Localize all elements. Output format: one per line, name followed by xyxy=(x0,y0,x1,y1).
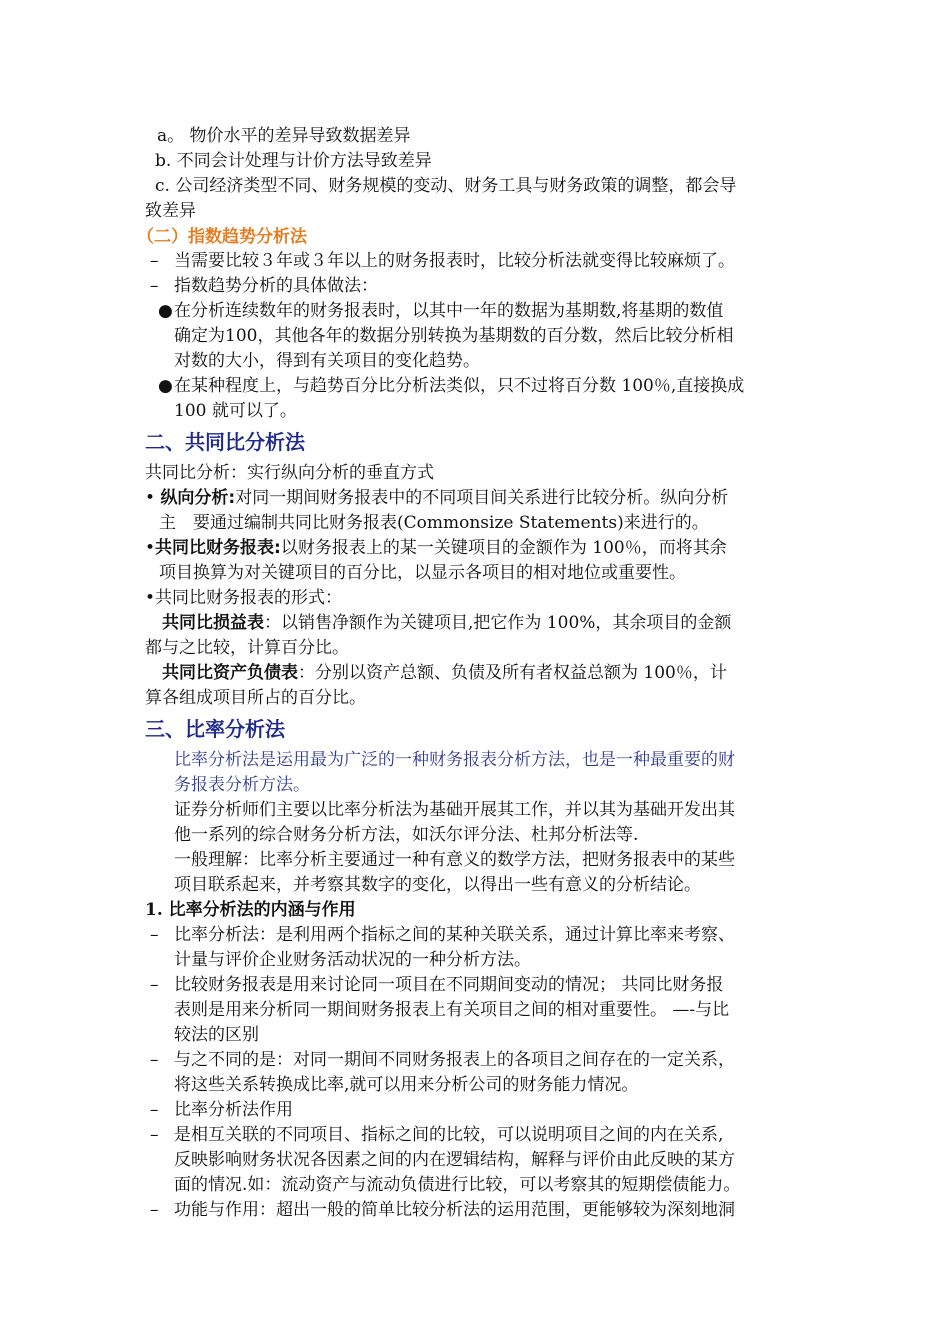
section-heading-common-size: 二、共同比分析法 xyxy=(145,430,305,454)
dash-marker: – xyxy=(150,975,159,995)
vertical-analysis-label: 纵向分析: xyxy=(160,488,236,508)
bullet-item-cont: 对数的大小，得到有关项目的变化趋势。 xyxy=(174,351,480,371)
vertical-analysis-line xyxy=(145,486,728,510)
common-size-intro: 共同比分析：实行纵向分析的垂直方式 xyxy=(145,463,434,483)
common-size-statement-text: 以财务报表上的某一关键项目的金额作为 100％，而将其余 xyxy=(280,538,727,558)
section-heading-ratio: 三、比率分析法 xyxy=(145,717,285,741)
vertical-analysis-text: 对同一期间财务报表中的不同项目间关系进行比较分析。纵向分析 xyxy=(235,488,729,508)
ratio-paragraph-3-cont: 项目联系起来，并考察其数字的变化，以得出一些有意义的分析结论。 xyxy=(174,875,701,895)
ratio-dash-item-cont: 计量与评价企业财务活动状况的一种分析方法。 xyxy=(174,950,531,970)
balance-sheet-line xyxy=(162,661,727,685)
ratio-dash-item: 与之不同的是：对同一期间不同财务报表上的各项目之间存在的一定关系， xyxy=(174,1050,735,1070)
bullet-marker: ● xyxy=(158,301,173,321)
bullet-marker: ● xyxy=(158,376,173,396)
intro-item-c-cont: 致差异 xyxy=(145,201,196,221)
bullet-item-cont: 确定为100，其他各年的数据分别转换为基期数的百分数，然后比较分析相 xyxy=(174,326,734,346)
balance-sheet-label: 共同比资产负债表 xyxy=(162,663,298,683)
ratio-paragraph-1-cont: 务报表分析方法。 xyxy=(174,775,310,795)
statement-form-line xyxy=(145,586,342,610)
dash-marker: – xyxy=(150,1050,159,1070)
intro-item-a: a。 物价水平的差异导致数据差异 xyxy=(157,126,411,146)
balance-sheet-cont: 算各组成项目所占的百分比。 xyxy=(145,688,366,708)
ratio-dash-item-cont: 将这些关系转换成比率,就可以用来分析公司的财务能力情况。 xyxy=(174,1075,639,1095)
dash-marker: – xyxy=(150,925,159,945)
bullet-item: 在分析连续数年的财务报表时，以其中一年的数据为基期数,将基期的数值 xyxy=(174,301,724,321)
ratio-dash-item: 比率分析法作用 xyxy=(174,1100,293,1120)
dash-marker: – xyxy=(150,1100,159,1120)
section-heading-index-trend: （二）指数趋势分析法 xyxy=(137,227,307,247)
ratio-paragraph-3: 一般理解：比率分析主要通过一种有意义的数学方法，把财务报表中的某些 xyxy=(174,850,735,870)
dash-marker: – xyxy=(150,1200,159,1220)
income-statement-label: 共同比损益表 xyxy=(162,613,264,633)
dash-marker: – xyxy=(150,276,159,296)
ratio-paragraph-1: 比率分析法是运用最为广泛的一种财务报表分析方法，也是一种最重要的财 xyxy=(174,750,735,770)
intro-item-b: b. 不同会计处理与计价方法导致差异 xyxy=(155,151,432,171)
dash-marker: – xyxy=(150,251,159,271)
ratio-dash-item-cont: 反映影响财务状况各因素之间的内在逻辑结构，解释与评价由此反映的某方 xyxy=(174,1150,735,1170)
common-size-statement-label: 共同比财务报表: xyxy=(155,538,281,558)
intro-item-c: c. 公司经济类型不同、财务规模的变动、财务工具与财务政策的调整，都会导 xyxy=(155,176,737,196)
ratio-paragraph-2-cont: 他一系列的综合财务分析方法，如沃尔评分法、杜邦分析法等. xyxy=(174,825,639,845)
bullet-dot: • xyxy=(145,588,156,608)
ratio-dash-item-cont: 较法的区别 xyxy=(174,1025,259,1045)
ratio-dash-item-cont: 表则是用来分析同一期间财务报表上有关项目之间的相对重要性。 —-与比 xyxy=(174,1000,730,1020)
dash-item: 指数趋势分析的具体做法： xyxy=(174,276,378,296)
income-statement-line xyxy=(162,611,731,635)
dash-marker: – xyxy=(150,1125,159,1145)
income-statement-text: ：以销售净额作为关键项目,把它作为 100%，其余项目的金额 xyxy=(264,613,732,633)
bullet-dot: • xyxy=(145,488,156,508)
ratio-dash-item: 是相互关联的不同项目、指标之间的比较，可以说明项目之间的内在关系, xyxy=(174,1125,724,1145)
balance-sheet-text: ：分别以资产总额、负债及所有者权益总额为 100％，计 xyxy=(298,663,727,683)
ratio-subheading: 1. 比率分析法的内涵与作用 xyxy=(145,900,356,920)
bullet-item-cont: 100 就可以了。 xyxy=(174,401,297,421)
statement-form-text: 共同比财务报表的形式： xyxy=(155,588,343,608)
bullet-dot: • xyxy=(145,538,156,558)
ratio-dash-item: 功能与作用：超出一般的简单比较分析法的运用范围，更能够较为深刻地洞 xyxy=(174,1200,735,1220)
common-size-statement-cont: 项目换算为对关键项目的百分比，以显示各项目的相对地位或重要性。 xyxy=(159,563,686,583)
vertical-analysis-cont: 主 要通过编制共同比财务报表(Commonsize Statements)来进行的。 xyxy=(159,513,709,533)
ratio-dash-item: 比率分析法：是利用两个指标之间的某种关联关系，通过计算比率来考察、 xyxy=(174,925,735,945)
ratio-paragraph-2: 证券分析师们主要以比率分析法为基础开展其工作，并以其为基础开发出其 xyxy=(174,800,735,820)
ratio-dash-item-cont: 面的情况.如：流动资产与流动负债进行比较，可以考察其的短期偿债能力。 xyxy=(174,1175,741,1195)
income-statement-cont: 都与之比较，计算百分比。 xyxy=(145,638,349,658)
dash-item: 当需要比较３年或３年以上的财务报表时，比较分析法就变得比较麻烦了。 xyxy=(174,251,735,271)
common-size-statement-line xyxy=(145,536,727,560)
bullet-item: 在某种程度上，与趋势百分比分析法类似，只不过将百分数 100％,直接换成 xyxy=(174,376,745,396)
ratio-dash-item: 比较财务报表是用来讨论同一项目在不同期间变动的情况； 共同比财务报 xyxy=(174,975,724,995)
